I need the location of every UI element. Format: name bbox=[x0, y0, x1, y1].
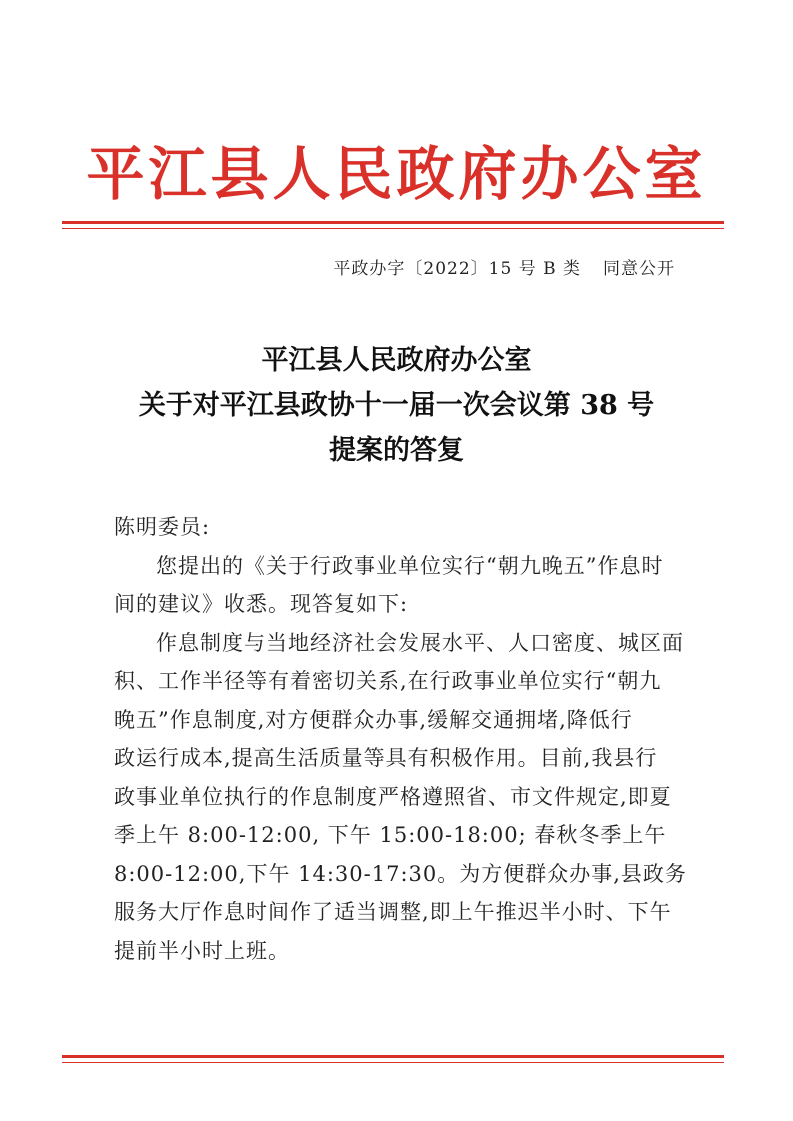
footer-red-rule-thin bbox=[62, 1062, 724, 1063]
paragraph-line: 8:00-12:00,下午 14:30-17:30。为方便群众办事,县政务 bbox=[114, 861, 687, 886]
title-line-3: 提案的答复 bbox=[329, 435, 464, 466]
salutation: 陈明委员: bbox=[114, 515, 211, 539]
title-line-1: 平江县人民政府办公室 bbox=[261, 345, 532, 376]
paragraph-reply bbox=[114, 624, 694, 971]
paragraph-line: 您提出的《关于行政事业单位实行“朝九晚五”作息时 bbox=[156, 553, 664, 578]
paragraph-line: 作息制度与当地经济社会发展水平、人口密度、城区面 bbox=[156, 630, 684, 655]
paragraph-line: 晚五”作息制度,对方便群众办事,缓解交通拥堵,降低行 bbox=[114, 707, 633, 732]
paragraph-line: 服务大厅作息时间作了适当调整,即上午推迟半小时、下午 bbox=[114, 900, 672, 924]
paragraph-line: 政事业单位执行的作息制度严格遵照省、市文件规定,即夏 bbox=[114, 784, 672, 809]
document-body bbox=[114, 508, 694, 970]
footer-red-rule-thick bbox=[62, 1055, 724, 1058]
paragraph-acknowledgement bbox=[114, 547, 694, 624]
document-title bbox=[0, 338, 793, 473]
issuing-organization-header: 平江县人民政府办公室 bbox=[86, 140, 707, 208]
paragraph-line: 季上午 8:00-12:00, 下午 15:00-18:00; 春秋冬季上午 bbox=[114, 823, 667, 847]
title-line-2: 关于对平江县政协十一届一次会议第 38 号 bbox=[138, 390, 655, 421]
header-red-rule-thin bbox=[62, 228, 724, 229]
paragraph-line: 间的建议》收悉。现答复如下: bbox=[114, 592, 409, 616]
paragraph-line: 积、工作半径等有着密切关系,在行政事业单位实行“朝九 bbox=[114, 669, 662, 693]
paragraph-line: 政运行成本,提高生活质量等具有积极作用。目前,我县行 bbox=[114, 746, 658, 770]
document-code: 平政办字〔2022〕15 号 B 类 bbox=[333, 259, 581, 279]
paragraph-line: 提前半小时上班。 bbox=[114, 938, 290, 963]
disclosure-status: 同意公开 bbox=[603, 259, 675, 279]
document-number bbox=[333, 256, 675, 282]
header-red-rule-thick bbox=[62, 221, 724, 224]
